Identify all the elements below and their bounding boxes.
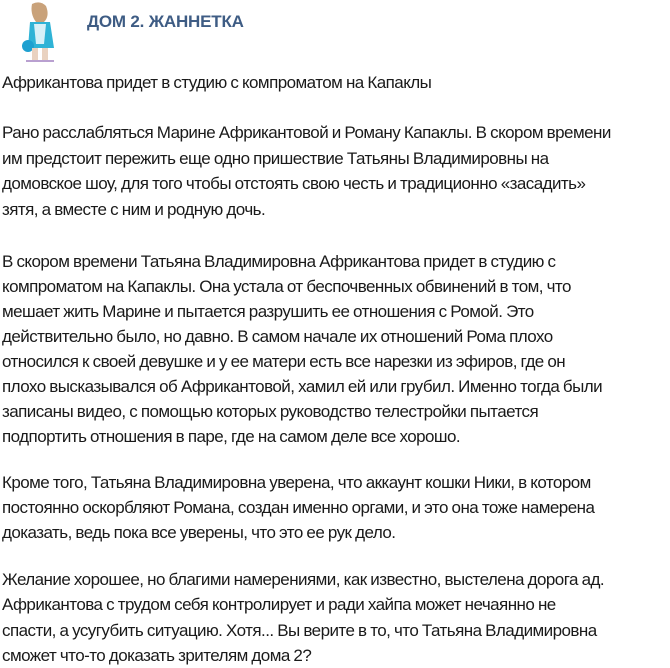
text-line: мешает жить Марине и пытается разрушить ее отношения с Ромой. Это bbox=[2, 302, 534, 321]
text-line: относился к своей девушке и у ее матери есть все нарезки из эфиров, где он bbox=[2, 352, 566, 371]
text-line: постоянно оскорбляют Романа, создан именно оргами, и это она тоже намерена bbox=[2, 498, 595, 517]
article-paragraph-1 bbox=[2, 120, 670, 222]
text-line: Рано расслабляться Марине Африкантовой и Роману Капаклы. В скором времени bbox=[2, 123, 611, 142]
text-line: им предстоит пережить еще одно пришествие Татьяны Владимировны на bbox=[2, 148, 549, 168]
text-line: Кроме того, Татьяна Владимировна уверена, что аккаунт кошки Ники, в котором bbox=[2, 473, 591, 492]
site-brand-title[interactable]: ДОМ 2. ЖАННЕТКА bbox=[87, 12, 244, 31]
article-paragraph-4 bbox=[2, 567, 670, 668]
text-line: компроматом на Капаклы. Она устала от беспочвенных обвинений в том, что bbox=[2, 277, 571, 296]
text-line: В скором времени Татьяна Владимировна Африкантова придет в студию с bbox=[2, 252, 556, 271]
text-line: записаны видео, с помощью которых руководство телестройки пытается bbox=[2, 402, 539, 421]
text-line: доказать, ведь пока все уверены, что это ее рук дело. bbox=[2, 523, 396, 542]
article-paragraph-3 bbox=[2, 470, 670, 545]
text-line: зятя, а вместе с ним и родную дочь. bbox=[2, 199, 266, 219]
text-line: подпортить отношения в паре, где на самом деле все хорошо. bbox=[2, 427, 461, 446]
text-line: действительно было, но давно. В самом начале их отношений Рома плохо bbox=[2, 327, 553, 346]
text-line: Африкантова с трудом себя контролирует и ради хайпа может нечаянно не bbox=[2, 595, 556, 615]
article-title-text: Африкантова придет в студию с компроматом на Капаклы bbox=[2, 73, 432, 92]
text-line: плохо высказывался об Африкантовой, хамил ей или грубил. Именно тогда были bbox=[2, 377, 603, 396]
text-line: спасти, а усугубить ситуацию. Хотя... Вы верите в то, что Татьяна Владимировна bbox=[2, 620, 597, 640]
text-line: Желание хорошее, но благими намерениями, как известно, выстелена дорога ад. bbox=[2, 570, 605, 589]
article-title bbox=[2, 70, 670, 96]
brand-logo-image bbox=[18, 0, 62, 64]
text-line: сможет что-то доказать зрителям дома 2? bbox=[2, 645, 312, 665]
article-paragraph-2 bbox=[2, 249, 670, 449]
text-line: домовское шоу, для того чтобы отстоять свою честь и традиционно «засадить» bbox=[2, 174, 586, 193]
